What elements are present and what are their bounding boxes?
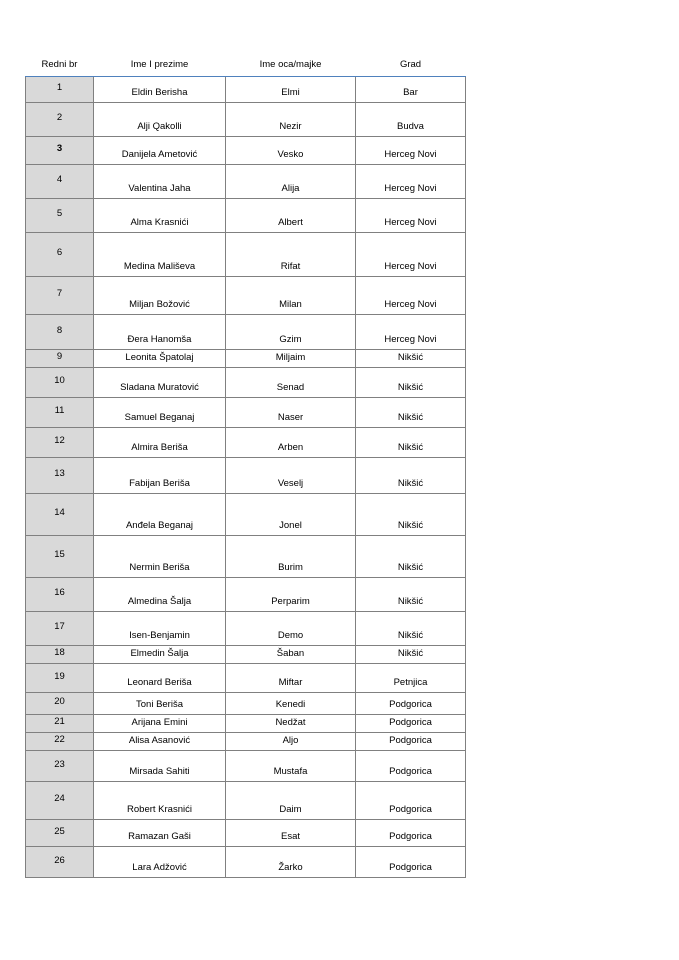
- cell-ime-oca-majke: Elmi: [226, 76, 356, 102]
- column-header-ime-oca-majke: Ime oca/majke: [226, 58, 356, 76]
- cell-redni-br: 18: [26, 645, 94, 663]
- cell-ime-i-prezime: Alji Qakolli: [94, 102, 226, 136]
- cell-ime-i-prezime: Leonard Beriša: [94, 663, 226, 692]
- table-header-row: [26, 58, 466, 76]
- cell-redni-br: 10: [26, 367, 94, 397]
- table-row: [26, 645, 466, 663]
- cell-redni-br: 5: [26, 198, 94, 232]
- cell-redni-br: 4: [26, 164, 94, 198]
- cell-ime-oca-majke: Miljaim: [226, 349, 356, 367]
- cell-ime-oca-majke: Mustafa: [226, 750, 356, 781]
- table-row: [26, 535, 466, 577]
- table-row: [26, 314, 466, 349]
- table-row: [26, 732, 466, 750]
- cell-ime-oca-majke: Veselj: [226, 457, 356, 493]
- cell-grad: Podgorica: [356, 732, 466, 750]
- cell-ime-i-prezime: Đera Hanomša: [94, 314, 226, 349]
- cell-ime-i-prezime: Robert Krasnići: [94, 781, 226, 819]
- table-row: [26, 427, 466, 457]
- cell-grad: Nikšić: [356, 367, 466, 397]
- cell-ime-i-prezime: Leonita Špatolaj: [94, 349, 226, 367]
- cell-grad: Nikšić: [356, 577, 466, 611]
- cell-ime-oca-majke: Perparim: [226, 577, 356, 611]
- cell-ime-oca-majke: Senad: [226, 367, 356, 397]
- cell-ime-i-prezime: Arijana Emini: [94, 714, 226, 732]
- table-row: [26, 198, 466, 232]
- cell-ime-i-prezime: Anđela Beganaj: [94, 493, 226, 535]
- table-row: [26, 349, 466, 367]
- cell-grad: Nikšić: [356, 645, 466, 663]
- cell-ime-i-prezime: Almedina Šalja: [94, 577, 226, 611]
- table-row: [26, 76, 466, 102]
- cell-grad: Herceg Novi: [356, 232, 466, 276]
- cell-ime-i-prezime: Sladana Muratović: [94, 367, 226, 397]
- cell-ime-i-prezime: Toni Beriša: [94, 692, 226, 714]
- table-row: [26, 136, 466, 164]
- cell-ime-oca-majke: Nezir: [226, 102, 356, 136]
- cell-ime-i-prezime: Fabijan Beriša: [94, 457, 226, 493]
- cell-redni-br: 26: [26, 846, 94, 877]
- table-row: [26, 276, 466, 314]
- cell-ime-oca-majke: Šaban: [226, 645, 356, 663]
- table-row: [26, 577, 466, 611]
- cell-grad: Herceg Novi: [356, 164, 466, 198]
- table-row: [26, 397, 466, 427]
- cell-grad: Podgorica: [356, 692, 466, 714]
- cell-grad: Nikšić: [356, 457, 466, 493]
- column-header-ime-i-prezime: Ime I prezime: [94, 58, 226, 76]
- cell-ime-oca-majke: Aljo: [226, 732, 356, 750]
- cell-ime-i-prezime: Alisa Asanović: [94, 732, 226, 750]
- table-row: [26, 493, 466, 535]
- table-row: [26, 846, 466, 877]
- cell-ime-oca-majke: Rifat: [226, 232, 356, 276]
- cell-ime-oca-majke: Arben: [226, 427, 356, 457]
- cell-ime-oca-majke: Kenedi: [226, 692, 356, 714]
- table-row: [26, 714, 466, 732]
- cell-grad: Nikšić: [356, 349, 466, 367]
- cell-grad: Podgorica: [356, 714, 466, 732]
- cell-ime-oca-majke: Gzim: [226, 314, 356, 349]
- cell-redni-br: 21: [26, 714, 94, 732]
- cell-ime-i-prezime: Elmedin Šalja: [94, 645, 226, 663]
- cell-grad: Podgorica: [356, 781, 466, 819]
- cell-ime-i-prezime: Medina Mališeva: [94, 232, 226, 276]
- cell-grad: Nikšić: [356, 611, 466, 645]
- cell-ime-oca-majke: Alija: [226, 164, 356, 198]
- cell-grad: Herceg Novi: [356, 136, 466, 164]
- cell-grad: Podgorica: [356, 819, 466, 846]
- table-row: [26, 819, 466, 846]
- table-row: [26, 781, 466, 819]
- table-row: [26, 164, 466, 198]
- roster-table: [25, 58, 466, 878]
- cell-redni-br: 2: [26, 102, 94, 136]
- table-row: [26, 692, 466, 714]
- table-row: [26, 457, 466, 493]
- cell-ime-i-prezime: Nermin Beriša: [94, 535, 226, 577]
- cell-grad: Petnjica: [356, 663, 466, 692]
- cell-redni-br: 7: [26, 276, 94, 314]
- cell-ime-i-prezime: Alma Krasnići: [94, 198, 226, 232]
- cell-grad: Budva: [356, 102, 466, 136]
- cell-redni-br: 1: [26, 76, 94, 102]
- cell-grad: Nikšić: [356, 397, 466, 427]
- table-row: [26, 750, 466, 781]
- roster-table-container: [25, 58, 465, 878]
- cell-ime-oca-majke: Žarko: [226, 846, 356, 877]
- table-row: [26, 102, 466, 136]
- cell-ime-i-prezime: Almira Beriša: [94, 427, 226, 457]
- cell-ime-oca-majke: Daim: [226, 781, 356, 819]
- cell-redni-br: 12: [26, 427, 94, 457]
- cell-ime-i-prezime: Miljan Božović: [94, 276, 226, 314]
- cell-ime-oca-majke: Demo: [226, 611, 356, 645]
- cell-redni-br: 13: [26, 457, 94, 493]
- cell-redni-br: 25: [26, 819, 94, 846]
- table-row: [26, 232, 466, 276]
- cell-redni-br: 23: [26, 750, 94, 781]
- cell-ime-i-prezime: Valentina Jaha: [94, 164, 226, 198]
- cell-redni-br: 15: [26, 535, 94, 577]
- cell-grad: Podgorica: [356, 750, 466, 781]
- cell-redni-br: 11: [26, 397, 94, 427]
- cell-ime-oca-majke: Nedžat: [226, 714, 356, 732]
- cell-grad: Herceg Novi: [356, 276, 466, 314]
- cell-grad: Nikšić: [356, 427, 466, 457]
- cell-grad: Nikšić: [356, 535, 466, 577]
- table-row: [26, 663, 466, 692]
- cell-ime-i-prezime: Isen-Benjamin: [94, 611, 226, 645]
- cell-ime-i-prezime: Mirsada Sahiti: [94, 750, 226, 781]
- table-header: [26, 58, 466, 76]
- cell-grad: Bar: [356, 76, 466, 102]
- cell-ime-oca-majke: Miftar: [226, 663, 356, 692]
- cell-ime-i-prezime: Eldin Berisha: [94, 76, 226, 102]
- cell-redni-br: 6: [26, 232, 94, 276]
- cell-ime-oca-majke: Burim: [226, 535, 356, 577]
- cell-redni-br: 14: [26, 493, 94, 535]
- cell-ime-oca-majke: Esat: [226, 819, 356, 846]
- cell-redni-br: 8: [26, 314, 94, 349]
- column-header-redni-br: Redni br: [26, 58, 94, 76]
- table-row: [26, 367, 466, 397]
- cell-ime-oca-majke: Jonel: [226, 493, 356, 535]
- column-header-grad: Grad: [356, 58, 466, 76]
- cell-grad: Nikšić: [356, 493, 466, 535]
- cell-redni-br: 24: [26, 781, 94, 819]
- cell-redni-br: 9: [26, 349, 94, 367]
- cell-ime-oca-majke: Naser: [226, 397, 356, 427]
- cell-redni-br: 19: [26, 663, 94, 692]
- table-row: [26, 611, 466, 645]
- cell-grad: Herceg Novi: [356, 198, 466, 232]
- cell-redni-br: 20: [26, 692, 94, 714]
- cell-ime-oca-majke: Milan: [226, 276, 356, 314]
- cell-ime-oca-majke: Albert: [226, 198, 356, 232]
- cell-redni-br: 3: [26, 136, 94, 164]
- cell-redni-br: 16: [26, 577, 94, 611]
- table-body: [26, 76, 466, 877]
- cell-ime-i-prezime: Ramazan Gaši: [94, 819, 226, 846]
- cell-ime-oca-majke: Vesko: [226, 136, 356, 164]
- cell-grad: Podgorica: [356, 846, 466, 877]
- cell-redni-br: 22: [26, 732, 94, 750]
- cell-ime-i-prezime: Lara Adžović: [94, 846, 226, 877]
- cell-ime-i-prezime: Samuel Beganaj: [94, 397, 226, 427]
- cell-ime-i-prezime: Danijela Ametović: [94, 136, 226, 164]
- cell-redni-br: 17: [26, 611, 94, 645]
- cell-grad: Herceg Novi: [356, 314, 466, 349]
